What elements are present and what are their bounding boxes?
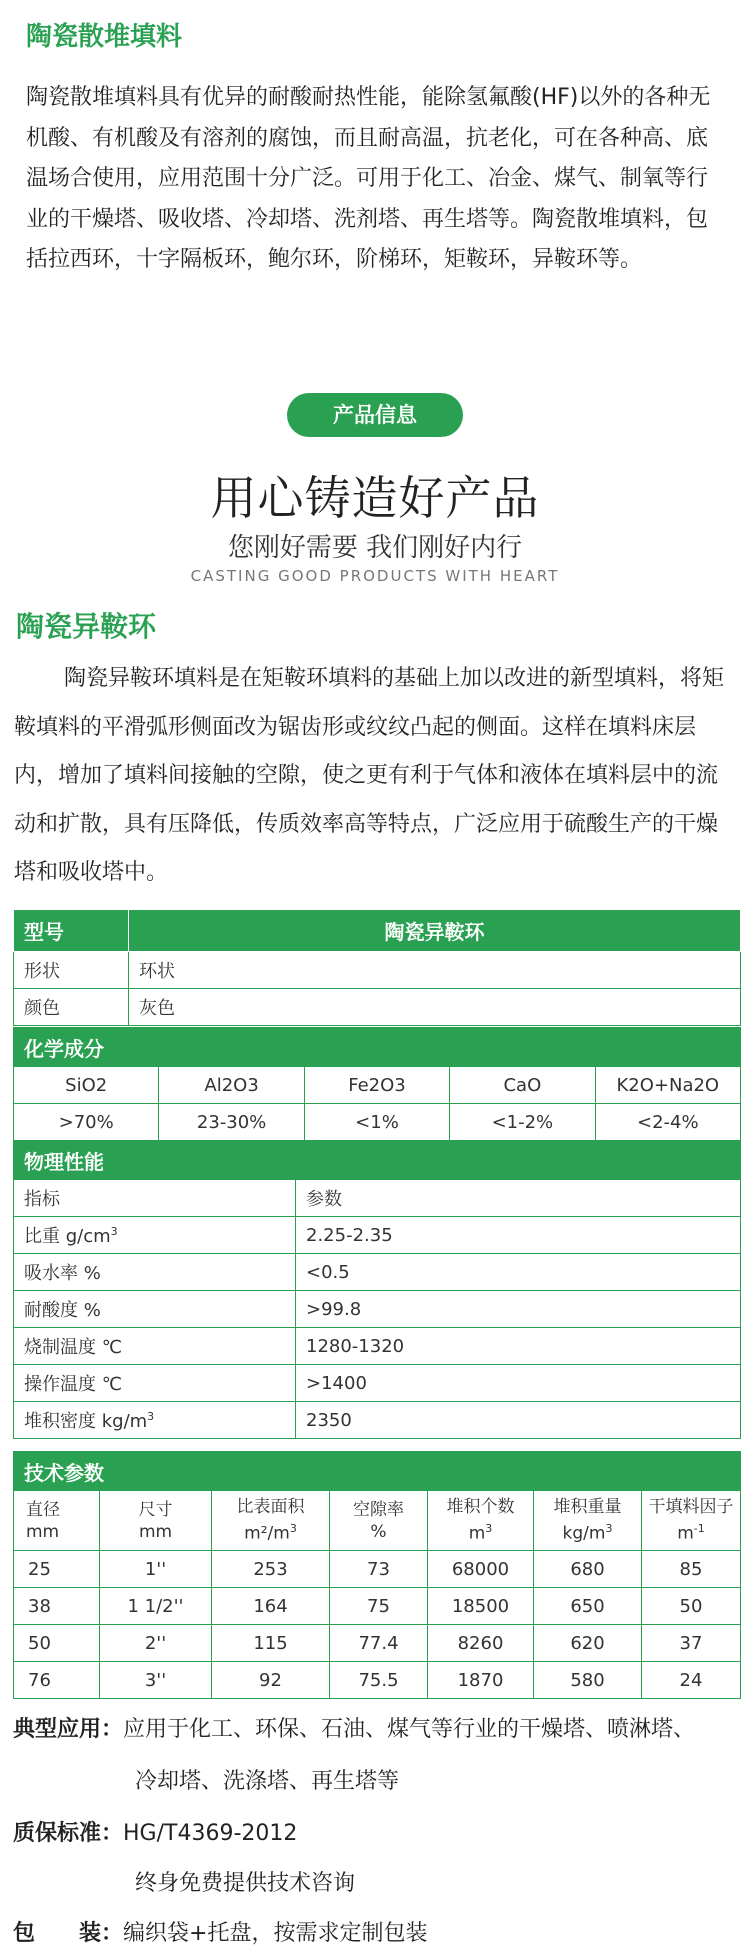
phys-name: 烧制温度 ℃	[14, 1328, 296, 1365]
phys-value: >1400	[296, 1365, 741, 1402]
chem-header-cell: K2O+Na2O	[595, 1067, 740, 1104]
phys-header-name: 指标	[14, 1180, 296, 1217]
table-row	[14, 1067, 741, 1104]
chem-header-cell: Fe2O3	[304, 1067, 449, 1104]
tech-cell: 8260	[428, 1625, 534, 1662]
tech-cell: 1870	[428, 1662, 534, 1699]
tech-cell: 115	[212, 1625, 330, 1662]
phys-name: 操作温度 ℃	[14, 1365, 296, 1402]
shape-label: 形状	[14, 952, 129, 989]
application-line	[13, 1712, 695, 1743]
table-row	[14, 1217, 741, 1254]
shape-value: 环状	[129, 952, 741, 989]
tech-cell: 18500	[428, 1588, 534, 1625]
support-line: 终身免费提供技术咨询	[135, 1871, 356, 1896]
phys-value: 1280-1320	[296, 1328, 741, 1365]
chem-table	[13, 1027, 741, 1141]
application-value: 应用于化工、环保、石油、煤气等行业的干燥塔、喷淋塔、	[123, 1717, 696, 1742]
tech-cell: 73	[330, 1551, 428, 1588]
tech-header-cell: 堆积个数 $m^3$	[428, 1491, 534, 1551]
table-row	[14, 1588, 741, 1625]
spec-header-row	[14, 910, 741, 952]
application-label: 典型应用：	[13, 1717, 124, 1742]
phys-title: 物理性能	[14, 1141, 741, 1180]
phys-name: 比重 $g/cm^3$	[14, 1217, 296, 1254]
table-row	[14, 1254, 741, 1291]
tech-cell: 1 1/2''	[100, 1588, 212, 1625]
tech-table	[13, 1451, 741, 1699]
tech-cell: 50	[642, 1588, 741, 1625]
standard-label: 质保标准：	[13, 1821, 124, 1846]
tech-header-cell: 尺寸 mm	[100, 1491, 212, 1551]
product-description: 陶瓷异鞍环填料是在矩鞍环填料的基础上加以改进的新型填料，将矩鞍填料的平滑弧形侧面改为锯齿形或纹纹凸起的侧面。这样在填料床层内，增加了填料间接触的空隙，使之更有利于气体和液体在填料层中的流动和扩散，具有压降低，传质效率高等特点，广泛应用于硫酸生产的干燥塔和吸收塔中。	[14, 666, 725, 885]
phys-name: 吸水率 %	[14, 1254, 296, 1291]
tech-cell: 3''	[100, 1662, 212, 1699]
tech-cell: 2''	[100, 1625, 212, 1662]
table-row	[14, 1551, 741, 1588]
table-row	[14, 1402, 741, 1439]
tech-cell: 25	[14, 1551, 100, 1588]
tech-cell: 37	[642, 1625, 741, 1662]
tech-header-cell: 直径 mm	[14, 1491, 100, 1551]
table-row	[14, 952, 741, 989]
model-value: 陶瓷异鞍环	[129, 910, 741, 952]
tech-cell: 38	[14, 1588, 100, 1625]
tech-cell: 75.5	[330, 1662, 428, 1699]
tech-cell: 580	[534, 1662, 642, 1699]
table-row	[14, 1625, 741, 1662]
chem-section-row	[14, 1028, 741, 1067]
spec-table	[13, 909, 741, 1026]
chem-title: 化学成分	[14, 1028, 741, 1067]
tech-cell: 76	[14, 1662, 100, 1699]
chem-value-cell: <1-2%	[450, 1104, 595, 1141]
tech-header-cell: 干填料因子 $m^{-1}$	[642, 1491, 741, 1551]
tech-cell: 1''	[100, 1551, 212, 1588]
standard-line	[13, 1816, 297, 1847]
phys-value: 2350	[296, 1402, 741, 1439]
slogan-sub: 您刚好需要 我们刚好内行	[227, 533, 523, 563]
table-row	[14, 1328, 741, 1365]
color-label: 颜色	[14, 989, 129, 1026]
chem-value-cell: <2-4%	[595, 1104, 740, 1141]
section-title-product: 陶瓷异鞍环	[16, 610, 157, 643]
tech-cell: 24	[642, 1662, 741, 1699]
phys-header-value: 参数	[296, 1180, 741, 1217]
tech-cell: 650	[534, 1588, 642, 1625]
tech-cell: 77.4	[330, 1625, 428, 1662]
tech-cell: 92	[212, 1662, 330, 1699]
phys-value: 2.25-2.35	[296, 1217, 741, 1254]
chem-header-cell: SiO2	[14, 1067, 159, 1104]
phys-section-row	[14, 1141, 741, 1180]
phys-name: 耐酸度 %	[14, 1291, 296, 1328]
table-row	[14, 1662, 741, 1699]
phys-value: <0.5	[296, 1254, 741, 1291]
table-row	[14, 989, 741, 1026]
chem-value-cell: <1%	[304, 1104, 449, 1141]
application-line-2: 冷却塔、洗涤塔、再生塔等	[135, 1769, 400, 1794]
packaging-value: 编织袋+托盘，按需求定制包装	[123, 1921, 428, 1946]
table-row	[14, 1365, 741, 1402]
intro-paragraph: 陶瓷散堆填料具有优异的耐酸耐热性能，能除氢氟酸(HF)以外的各种无机酸、有机酸及有溶剂的腐蚀，而且耐高温，抗老化，可在各种高、底温场合使用，应用范围十分广泛。可用于化工、冶金、煤气、制氧等行业的干燥塔、吸收塔、冷却塔、洗剂塔、再生塔等。陶瓷散堆填料，包括拉西环，十字隔板环，鲍尔环，阶梯环，矩鞍环，异鞍环等。	[26, 85, 711, 272]
tech-cell: 680	[534, 1551, 642, 1588]
tech-cell: 164	[212, 1588, 330, 1625]
model-label: 型号	[14, 910, 129, 952]
tech-cell: 68000	[428, 1551, 534, 1588]
section-title-packing: 陶瓷散堆填料	[26, 22, 183, 52]
chem-value-cell: >70%	[14, 1104, 159, 1141]
tech-header-row	[14, 1491, 741, 1551]
tech-section-row	[14, 1452, 741, 1491]
table-row	[14, 1291, 741, 1328]
tech-cell: 620	[534, 1625, 642, 1662]
table-row	[14, 1180, 741, 1217]
chem-header-cell: CaO	[450, 1067, 595, 1104]
tech-header-cell: 空隙率 %	[330, 1491, 428, 1551]
phys-value: >99.8	[296, 1291, 741, 1328]
color-value: 灰色	[129, 989, 741, 1026]
phys-name: 堆积密度 $kg/m^3$	[14, 1402, 296, 1439]
tech-cell: 253	[212, 1551, 330, 1588]
table-row	[14, 1104, 741, 1141]
tech-cell: 85	[642, 1551, 741, 1588]
tech-header-cell: 堆积重量 $kg/m^3$	[534, 1491, 642, 1551]
slogan-english: CASTING GOOD PRODUCTS WITH HEART	[190, 567, 560, 585]
product-info-badge: 产品信息	[287, 393, 463, 437]
chem-value-cell: 23-30%	[159, 1104, 304, 1141]
chem-header-cell: Al2O3	[159, 1067, 304, 1104]
tech-header-cell: 比表面积 $m^2/m^3$	[212, 1491, 330, 1551]
phys-table	[13, 1140, 741, 1439]
tech-cell: 75	[330, 1588, 428, 1625]
packaging-line	[13, 1916, 427, 1947]
slogan-main: 用心铸造好产品	[210, 471, 540, 525]
standard-value: HG/T4369-2012	[123, 1821, 298, 1846]
packaging-label: 包 装：	[13, 1921, 124, 1946]
tech-cell: 50	[14, 1625, 100, 1662]
tech-title: 技术参数	[14, 1452, 741, 1491]
